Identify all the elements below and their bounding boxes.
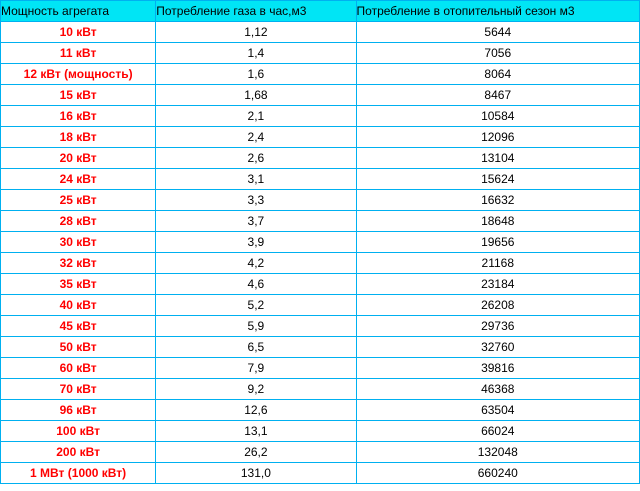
cell-power: 1 МВт (1000 кВт) [1,463,156,484]
cell-hourly-consumption: 3,7 [156,211,356,232]
cell-power: 200 кВт [1,442,156,463]
cell-season-consumption: 8064 [356,64,639,85]
cell-season-consumption: 660240 [356,463,639,484]
table-row [1,85,640,106]
cell-power: 70 кВт [1,379,156,400]
cell-power: 60 кВт [1,358,156,379]
cell-season-consumption: 10584 [356,106,639,127]
cell-hourly-consumption: 6,5 [156,337,356,358]
cell-hourly-consumption: 5,9 [156,316,356,337]
table-row [1,232,640,253]
cell-power: 35 кВт [1,274,156,295]
cell-hourly-consumption: 13,1 [156,421,356,442]
table-row [1,22,640,43]
table-row [1,190,640,211]
cell-hourly-consumption: 2,6 [156,148,356,169]
cell-season-consumption: 66024 [356,421,639,442]
cell-season-consumption: 8467 [356,85,639,106]
cell-power: 28 кВт [1,211,156,232]
table-row [1,316,640,337]
table-row [1,337,640,358]
cell-power: 24 кВт [1,169,156,190]
cell-power: 18 кВт [1,127,156,148]
cell-season-consumption: 29736 [356,316,639,337]
cell-power: 45 кВт [1,316,156,337]
cell-season-consumption: 46368 [356,379,639,400]
cell-power: 11 кВт [1,43,156,64]
table-header [1,1,640,22]
table-row [1,358,640,379]
cell-season-consumption: 132048 [356,442,639,463]
cell-hourly-consumption: 1,6 [156,64,356,85]
cell-hourly-consumption: 9,2 [156,379,356,400]
table-row [1,463,640,484]
cell-season-consumption: 19656 [356,232,639,253]
cell-power: 25 кВт [1,190,156,211]
cell-hourly-consumption: 4,6 [156,274,356,295]
table-row [1,43,640,64]
cell-power: 12 кВт (мощность) [1,64,156,85]
table-row [1,274,640,295]
table-row [1,169,640,190]
cell-hourly-consumption: 3,1 [156,169,356,190]
cell-season-consumption: 13104 [356,148,639,169]
cell-hourly-consumption: 1,4 [156,43,356,64]
cell-power: 40 кВт [1,295,156,316]
cell-hourly-consumption: 3,3 [156,190,356,211]
cell-power: 100 кВт [1,421,156,442]
table-row [1,421,640,442]
table-row [1,400,640,421]
table-row [1,106,640,127]
cell-season-consumption: 5644 [356,22,639,43]
cell-hourly-consumption: 4,2 [156,253,356,274]
cell-power: 32 кВт [1,253,156,274]
cell-season-consumption: 32760 [356,337,639,358]
table-row [1,148,640,169]
cell-power: 15 кВт [1,85,156,106]
cell-season-consumption: 23184 [356,274,639,295]
column-header-hourly-consumption: Потребление газа в час,м3 [156,1,356,22]
column-header-power: Мощность агрегата [1,1,156,22]
cell-season-consumption: 15624 [356,169,639,190]
cell-power: 16 кВт [1,106,156,127]
cell-power: 96 кВт [1,400,156,421]
cell-power: 20 кВт [1,148,156,169]
cell-hourly-consumption: 2,1 [156,106,356,127]
cell-hourly-consumption: 3,9 [156,232,356,253]
column-header-season-consumption: Потребление в отопительный сезон м3 [356,1,639,22]
cell-season-consumption: 12096 [356,127,639,148]
cell-hourly-consumption: 131,0 [156,463,356,484]
table-row [1,253,640,274]
cell-power: 10 кВт [1,22,156,43]
cell-hourly-consumption: 26,2 [156,442,356,463]
table-row [1,442,640,463]
cell-season-consumption: 7056 [356,43,639,64]
cell-hourly-consumption: 1,12 [156,22,356,43]
table-header-row [1,1,640,22]
cell-season-consumption: 39816 [356,358,639,379]
cell-hourly-consumption: 2,4 [156,127,356,148]
cell-hourly-consumption: 1,68 [156,85,356,106]
table-row [1,64,640,85]
cell-hourly-consumption: 12,6 [156,400,356,421]
cell-season-consumption: 18648 [356,211,639,232]
cell-season-consumption: 21168 [356,253,639,274]
cell-power: 50 кВт [1,337,156,358]
cell-season-consumption: 63504 [356,400,639,421]
cell-season-consumption: 16632 [356,190,639,211]
table-row [1,295,640,316]
table-row [1,211,640,232]
cell-hourly-consumption: 7,9 [156,358,356,379]
cell-power: 30 кВт [1,232,156,253]
table-row [1,127,640,148]
cell-hourly-consumption: 5,2 [156,295,356,316]
cell-season-consumption: 26208 [356,295,639,316]
table-row [1,379,640,400]
table-body [1,22,640,484]
